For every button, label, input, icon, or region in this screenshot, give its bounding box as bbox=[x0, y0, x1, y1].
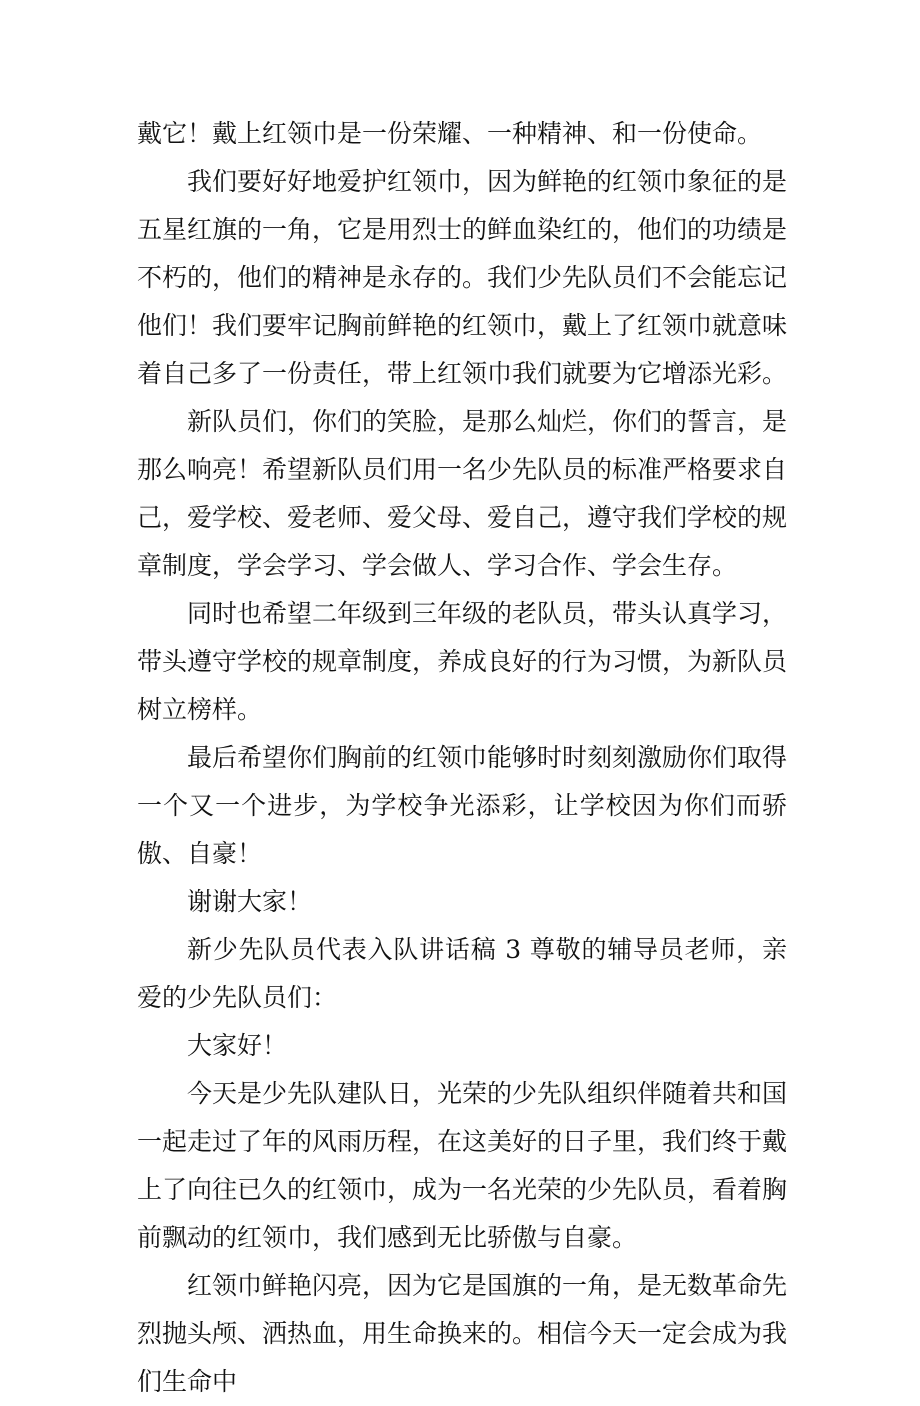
document-body bbox=[137, 110, 787, 1406]
paragraph-10: 红领巾鲜艳闪亮，因为它是国旗的一角，是无数革命先烈抛头颅、洒热血，用生命换来的。相信今天一定会成为我们生命中 bbox=[137, 1271, 788, 1396]
paragraph-3: 新队员们，你们的笑脸，是那么灿烂，你们的誓言，是那么响亮！希望新队员们用一名少先队员的标准严格要求自己，爱学校、爱老师、爱父母、爱自己，遵守我们学校的规章制度，学会学习、学会做人、学习合作、学会生存。 bbox=[137, 407, 788, 580]
paragraph-4: 同时也希望二年级到三年级的老队员，带头认真学习，带头遵守学校的规章制度，养成良好的行为习惯，为新队员树立榜样。 bbox=[137, 599, 788, 724]
paragraph-1: 戴它！戴上红领巾是一份荣耀、一种精神、和一份使命。 bbox=[137, 119, 763, 148]
paragraph-7: 新少先队员代表入队讲话稿 3 尊敬的辅导员老师，亲爱的少先队员们： bbox=[137, 935, 787, 1012]
paragraph-8: 大家好！ bbox=[187, 1031, 288, 1060]
paragraph-5: 最后希望你们胸前的红领巾能够时时刻刻激励你们取得一个又一个进步，为学校争光添彩，让学校因为你们而骄傲、自豪！ bbox=[137, 743, 788, 868]
paragraph-2: 我们要好好地爱护红领巾，因为鲜艳的红领巾象征的是五星红旗的一角，它是用烈士的鲜血染红的，他们的功绩是不朽的，他们的精神是永存的。我们少先队员们不会能忘记他们！我们要牢记胸前鲜艳的红领巾，戴上了红领巾就意味着自己多了一份责任，带上红领巾我们就要为它增添光彩。 bbox=[137, 167, 788, 388]
paragraph-9: 今天是少先队建队日，光荣的少先队组织伴随着共和国一起走过了年的风雨历程，在这美好的日子里，我们终于戴上了向往已久的红领巾，成为一名光荣的少先队员，看着胸前飘动的红领巾，我们感到无比骄傲与自豪。 bbox=[137, 1079, 788, 1252]
paragraph-6: 谢谢大家！ bbox=[187, 887, 313, 916]
